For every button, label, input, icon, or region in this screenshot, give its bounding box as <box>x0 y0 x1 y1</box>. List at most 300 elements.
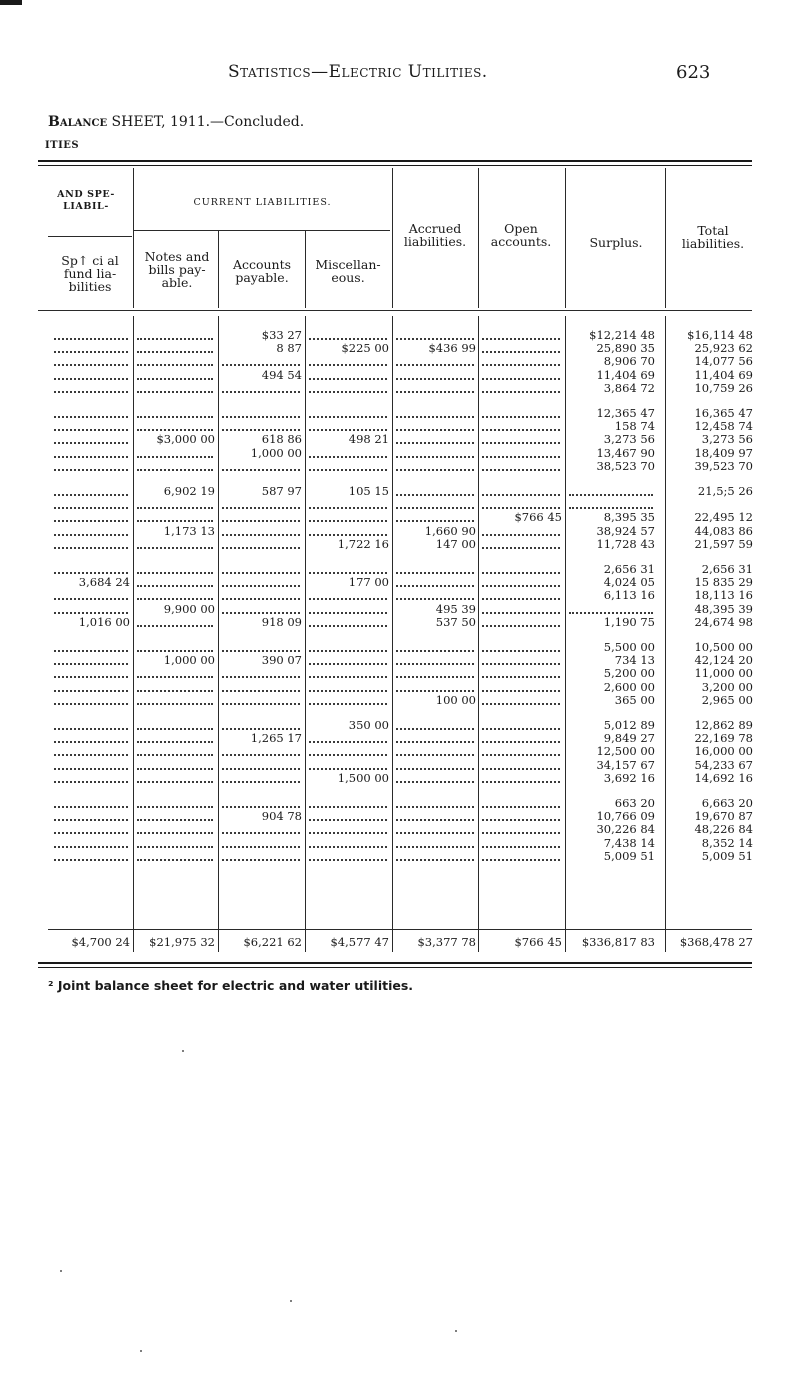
table-cell: $12,214 48 <box>589 329 655 341</box>
table-cell: 6,663 20 <box>701 797 753 809</box>
leader-dots <box>222 831 300 834</box>
leader-dots <box>482 546 560 549</box>
table-cell: 13,467 90 <box>596 446 655 459</box>
leader-dots <box>482 611 560 614</box>
header-divider <box>478 168 479 308</box>
leader-dots <box>309 662 387 665</box>
leader-dots <box>54 727 128 730</box>
table-cell: 158 74 <box>614 420 655 433</box>
leader-dots <box>309 675 387 678</box>
leader-dots <box>396 390 474 393</box>
table-cell: 11,728 43 <box>596 537 655 550</box>
leader-dots <box>309 831 387 834</box>
leader-dots <box>54 611 128 614</box>
leader-dots <box>222 519 300 522</box>
column-divider <box>665 316 666 952</box>
leader-dots <box>54 675 128 678</box>
leader-dots <box>137 415 213 418</box>
total-cell: $4,700 24 <box>71 936 130 948</box>
leader-dots <box>396 455 474 458</box>
table-cell: 22,169 78 <box>694 732 753 745</box>
leader-dots <box>482 780 560 783</box>
leader-dots <box>482 753 560 756</box>
scan-speck <box>455 1330 457 1332</box>
table-cell: 21,5;5 26 <box>697 485 753 497</box>
column-divider <box>392 316 393 952</box>
leader-dots <box>396 597 474 600</box>
leader-dots <box>482 702 560 705</box>
table-cell: 15 835 29 <box>694 576 753 589</box>
leader-dots <box>482 689 560 692</box>
leader-dots <box>54 493 128 496</box>
leader-dots <box>137 831 213 834</box>
table-cell: 42,124 20 <box>694 654 753 667</box>
group-fragment-line2: LIABIL- <box>63 201 109 212</box>
top-rule-2 <box>38 165 752 166</box>
table-cell: 1,173 13 <box>163 524 215 537</box>
table-cell: 6,902 19 <box>163 485 215 497</box>
leader-dots <box>482 805 560 808</box>
leader-dots <box>222 546 300 549</box>
table-cell: 495 39 <box>435 602 476 615</box>
column-divider <box>218 316 219 952</box>
leader-dots <box>396 831 474 834</box>
table-cell: 38,523 70 <box>596 459 655 472</box>
leader-dots <box>309 702 387 705</box>
table-cell: 2,965 00 <box>701 693 753 706</box>
table-cell: 54,233 67 <box>694 758 753 771</box>
leader-dots <box>137 767 213 770</box>
table-cell: 5,500 00 <box>603 641 655 653</box>
leader-dots <box>54 533 128 536</box>
leader-dots <box>222 506 300 509</box>
leader-dots <box>309 624 387 627</box>
leader-dots <box>482 740 560 743</box>
table-cell: 25,923 62 <box>694 342 753 355</box>
leader-dots <box>137 519 213 522</box>
header-divider <box>133 168 134 308</box>
leader-dots <box>309 506 387 509</box>
leader-dots <box>54 702 128 705</box>
leader-dots <box>137 675 213 678</box>
table-cell: 2,656 31 <box>603 563 655 575</box>
leader-dots <box>569 493 653 496</box>
column-divider <box>565 316 566 952</box>
table-cell: 7,438 14 <box>603 836 655 849</box>
total-cell: $6,221 62 <box>243 936 302 948</box>
leader-dots <box>309 390 387 393</box>
leader-dots <box>137 350 213 353</box>
leader-dots <box>137 597 213 600</box>
leader-dots <box>309 767 387 770</box>
leader-dots <box>222 533 300 536</box>
table-cell: 3,864 72 <box>603 381 655 394</box>
table-cell: 5,009 51 <box>701 849 753 862</box>
table-cell: 587 97 <box>261 485 302 497</box>
accrued-heading: Accrued liabilities. <box>403 221 467 249</box>
leader-dots <box>482 571 560 574</box>
leader-dots <box>222 702 300 705</box>
leader-dots <box>482 818 560 821</box>
total-cell: $21,975 32 <box>149 936 215 948</box>
leader-dots <box>222 767 300 770</box>
leader-dots <box>309 689 387 692</box>
table-cell: 494 54 <box>261 368 302 381</box>
total-cell: $766 45 <box>514 936 562 948</box>
leader-dots <box>396 740 474 743</box>
table-cell: 10,759 26 <box>694 381 753 394</box>
leader-dots <box>137 377 213 380</box>
leader-dots <box>396 415 474 418</box>
leader-dots <box>396 571 474 574</box>
table-cell: 48,226 84 <box>694 823 753 836</box>
leader-dots <box>396 584 474 587</box>
leader-dots <box>482 506 560 509</box>
table-cell: 3,273 56 <box>603 433 655 446</box>
leader-dots <box>309 845 387 848</box>
leader-dots <box>482 428 560 431</box>
leader-dots <box>482 441 560 444</box>
leader-dots <box>482 831 560 834</box>
leader-dots <box>309 519 387 522</box>
table-cell: 12,365 47 <box>596 407 655 419</box>
leader-dots <box>137 337 213 340</box>
leader-dots <box>482 597 560 600</box>
running-title: Statistics—Electric Utilities. <box>228 62 488 82</box>
leader-dots <box>396 377 474 380</box>
special-fund-heading: Sp↑ ci al fund lia- bilities <box>61 253 119 294</box>
column-divider <box>478 316 479 952</box>
table-cell: 12,862 89 <box>694 719 753 731</box>
table-cell: 24,674 98 <box>694 615 753 628</box>
leader-dots <box>54 805 128 808</box>
header-subrule <box>48 236 132 237</box>
leader-dots <box>309 415 387 418</box>
leader-dots <box>569 611 653 614</box>
table-cell: 21,597 59 <box>694 537 753 550</box>
leader-dots <box>137 858 213 861</box>
table-cell: 11,404 69 <box>694 368 753 381</box>
leader-dots <box>137 649 213 652</box>
scan-corner-mark <box>0 0 22 5</box>
footnote: ² Joint balance sheet for electric and water utilities. <box>48 978 414 993</box>
table-cell: 16,365 47 <box>694 407 753 419</box>
table-cell: 8,395 35 <box>603 511 655 524</box>
leader-dots <box>396 858 474 861</box>
open-accounts-heading: Open accounts. <box>490 221 552 249</box>
table-cell: 18,113 16 <box>694 589 753 602</box>
header-divider <box>218 230 219 308</box>
header-divider <box>392 168 393 308</box>
leader-dots <box>396 506 474 509</box>
table-cell: 1,265 17 <box>250 732 302 745</box>
leader-dots <box>222 858 300 861</box>
table-cell: 1,016 00 <box>78 615 130 628</box>
leader-dots <box>54 415 128 418</box>
leader-dots <box>54 662 128 665</box>
sheet-title <box>48 114 304 130</box>
table-cell: 30,226 84 <box>596 823 655 836</box>
leader-dots <box>569 506 653 509</box>
leader-dots <box>222 415 300 418</box>
leader-dots <box>54 506 128 509</box>
table-cell: $33 27 <box>261 329 302 341</box>
leader-dots <box>396 662 474 665</box>
table-cell: 10,766 09 <box>596 810 655 823</box>
leader-dots <box>309 468 387 471</box>
leader-dots <box>137 780 213 783</box>
table-cell: 1,000 00 <box>250 446 302 459</box>
leader-dots <box>54 740 128 743</box>
table-cell: 14,077 56 <box>694 355 753 368</box>
table-cell: 16,000 00 <box>694 745 753 758</box>
table-cell: 1,190 75 <box>603 615 655 628</box>
table-cell: 19,670 87 <box>694 810 753 823</box>
table-cell: 11,000 00 <box>694 667 753 680</box>
total-cell: $3,377 78 <box>417 936 476 948</box>
leader-dots <box>54 818 128 821</box>
leader-dots <box>137 727 213 730</box>
leader-dots <box>396 363 474 366</box>
table-cell: 12,500 00 <box>596 745 655 758</box>
total-heading: Total liabilities. <box>681 223 745 251</box>
bottom-rule-2 <box>38 967 752 968</box>
current-liabilities-heading: CURRENT LIABILITIES. <box>193 197 332 208</box>
leader-dots <box>396 753 474 756</box>
leader-dots <box>482 455 560 458</box>
leader-dots <box>137 805 213 808</box>
table-cell: 3,684 24 <box>78 576 130 589</box>
leader-dots <box>54 858 128 861</box>
table-cell: 1,500 00 <box>337 771 389 784</box>
running-head <box>0 62 798 86</box>
leader-dots <box>54 845 128 848</box>
table-cell: 34,157 67 <box>596 758 655 771</box>
leader-dots <box>482 858 560 861</box>
table-cell: 38,924 57 <box>596 524 655 537</box>
leader-dots <box>396 519 474 522</box>
surplus-heading: Surplus. <box>589 235 643 250</box>
leader-dots <box>309 363 387 366</box>
leader-dots <box>54 468 128 471</box>
leader-dots <box>54 519 128 522</box>
scan-speck <box>290 1300 292 1302</box>
leader-dots <box>396 493 474 496</box>
page-number: 623 <box>676 62 711 83</box>
leader-dots <box>396 441 474 444</box>
table-cell: $16,114 48 <box>687 329 753 341</box>
header-subrule <box>134 230 390 231</box>
leader-dots <box>222 571 300 574</box>
table-cell: 3,692 16 <box>603 771 655 784</box>
total-cell: $368,478 27 <box>679 936 753 948</box>
table-cell: 11,404 69 <box>596 368 655 381</box>
leader-dots <box>309 337 387 340</box>
table-cell: 8,906 70 <box>603 355 655 368</box>
leader-dots <box>482 624 560 627</box>
leader-dots <box>482 363 560 366</box>
leader-dots <box>309 753 387 756</box>
column-divider <box>133 316 134 952</box>
leader-dots <box>309 571 387 574</box>
leader-dots <box>222 649 300 652</box>
leader-dots <box>137 390 213 393</box>
leader-dots <box>137 753 213 756</box>
table-cell: 105 15 <box>348 485 389 497</box>
leader-dots <box>396 689 474 692</box>
leader-dots <box>137 428 213 431</box>
table-cell: 350 00 <box>348 719 389 731</box>
leader-dots <box>309 818 387 821</box>
notes-bills-heading: Notes and bills pay- able. <box>144 249 210 290</box>
table-cell: 618 86 <box>261 433 302 446</box>
leader-dots <box>309 377 387 380</box>
leader-dots <box>137 571 213 574</box>
sheet-title-caps: Balance <box>48 114 108 130</box>
leader-dots <box>482 649 560 652</box>
table-cell: 537 50 <box>435 615 476 628</box>
leader-dots <box>222 597 300 600</box>
table-cell: 2,656 31 <box>701 563 753 575</box>
leader-dots <box>482 533 560 536</box>
table-cell: 365 00 <box>614 693 655 706</box>
leader-dots <box>222 363 300 366</box>
total-cell: $336,817 83 <box>581 936 655 948</box>
top-rule-1 <box>38 160 752 162</box>
scan-speck <box>182 1050 184 1052</box>
leader-dots <box>137 584 213 587</box>
table-cell: 147 00 <box>435 537 476 550</box>
table-cell: 9,900 00 <box>163 602 215 615</box>
table-cell: 904 78 <box>261 810 302 823</box>
leader-dots <box>137 740 213 743</box>
leader-dots <box>54 390 128 393</box>
leader-dots <box>482 727 560 730</box>
table-cell: 44,083 86 <box>694 524 753 537</box>
header-divider <box>305 230 306 308</box>
leader-dots <box>54 546 128 549</box>
leader-dots <box>222 675 300 678</box>
table-cell: 18,409 97 <box>694 446 753 459</box>
leader-dots <box>482 584 560 587</box>
leader-dots <box>54 689 128 692</box>
section-fragment: ITIES <box>45 140 80 151</box>
table-cell: 5,200 00 <box>603 667 655 680</box>
leader-dots <box>482 350 560 353</box>
leader-dots <box>396 805 474 808</box>
table-cell: 5,012 89 <box>603 719 655 731</box>
leader-dots <box>396 675 474 678</box>
table-cell: $436 99 <box>428 342 476 355</box>
leader-dots <box>222 689 300 692</box>
leader-dots <box>137 689 213 692</box>
accounts-payable-heading: Accounts payable. <box>232 257 292 285</box>
table-cell: 1,660 90 <box>424 524 476 537</box>
totals-rule <box>48 929 752 930</box>
leader-dots <box>396 428 474 431</box>
leader-dots <box>137 845 213 848</box>
leader-dots <box>54 350 128 353</box>
leader-dots <box>137 702 213 705</box>
leader-dots <box>54 337 128 340</box>
leader-dots <box>137 506 213 509</box>
leader-dots <box>396 767 474 770</box>
table-cell: 100 00 <box>435 693 476 706</box>
leader-dots <box>309 740 387 743</box>
leader-dots <box>222 390 300 393</box>
table-cell: 390 07 <box>261 654 302 667</box>
table-cell: $3,000 00 <box>156 433 215 446</box>
leader-dots <box>482 415 560 418</box>
table-cell: 498 21 <box>348 433 389 446</box>
leader-dots <box>309 533 387 536</box>
leader-dots <box>309 858 387 861</box>
leader-dots <box>54 363 128 366</box>
leader-dots <box>309 649 387 652</box>
leader-dots <box>396 727 474 730</box>
leader-dots <box>222 468 300 471</box>
leader-dots <box>482 377 560 380</box>
leader-dots <box>54 428 128 431</box>
leader-dots <box>137 363 213 366</box>
leader-dots <box>54 767 128 770</box>
leader-dots <box>54 649 128 652</box>
table-cell: 48,395 39 <box>694 602 753 615</box>
leader-dots <box>222 727 300 730</box>
leader-dots <box>222 780 300 783</box>
group-fragment-line1: AND SPE- <box>57 189 115 200</box>
leader-dots <box>222 428 300 431</box>
table-cell: 3,273 56 <box>701 433 753 446</box>
table-cell: 177 00 <box>348 576 389 589</box>
leader-dots <box>137 468 213 471</box>
leader-dots <box>396 337 474 340</box>
leader-dots <box>54 597 128 600</box>
table-cell: 663 20 <box>614 797 655 809</box>
leader-dots <box>396 468 474 471</box>
sheet-title-rest: SHEET, 1911.—Concluded. <box>107 114 305 130</box>
table-cell: 918 09 <box>261 615 302 628</box>
table-cell: 1,722 16 <box>337 537 389 550</box>
scan-speck <box>140 1350 142 1352</box>
table-cell: 2,600 00 <box>603 680 655 693</box>
leader-dots <box>54 377 128 380</box>
table-cell: 4,024 05 <box>603 576 655 589</box>
leader-dots <box>222 805 300 808</box>
scan-speck <box>60 1270 62 1272</box>
leader-dots <box>482 845 560 848</box>
leader-dots <box>482 767 560 770</box>
table-cell: $766 45 <box>514 511 562 524</box>
leader-dots <box>222 753 300 756</box>
table-cell: 6,113 16 <box>603 589 655 602</box>
leader-dots <box>54 780 128 783</box>
table-cell: 10,500 00 <box>694 641 753 653</box>
leader-dots <box>137 624 213 627</box>
table-cell: 8 87 <box>276 342 302 355</box>
leader-dots <box>54 831 128 834</box>
leader-dots <box>54 455 128 458</box>
table-cell: 8,352 14 <box>701 836 753 849</box>
leader-dots <box>396 649 474 652</box>
leader-dots <box>309 805 387 808</box>
leader-dots <box>54 571 128 574</box>
bottom-rule-1 <box>38 962 752 964</box>
table-cell: 1,000 00 <box>163 654 215 667</box>
leader-dots <box>137 455 213 458</box>
table-cell: 9,849 27 <box>603 732 655 745</box>
leader-dots <box>222 845 300 848</box>
